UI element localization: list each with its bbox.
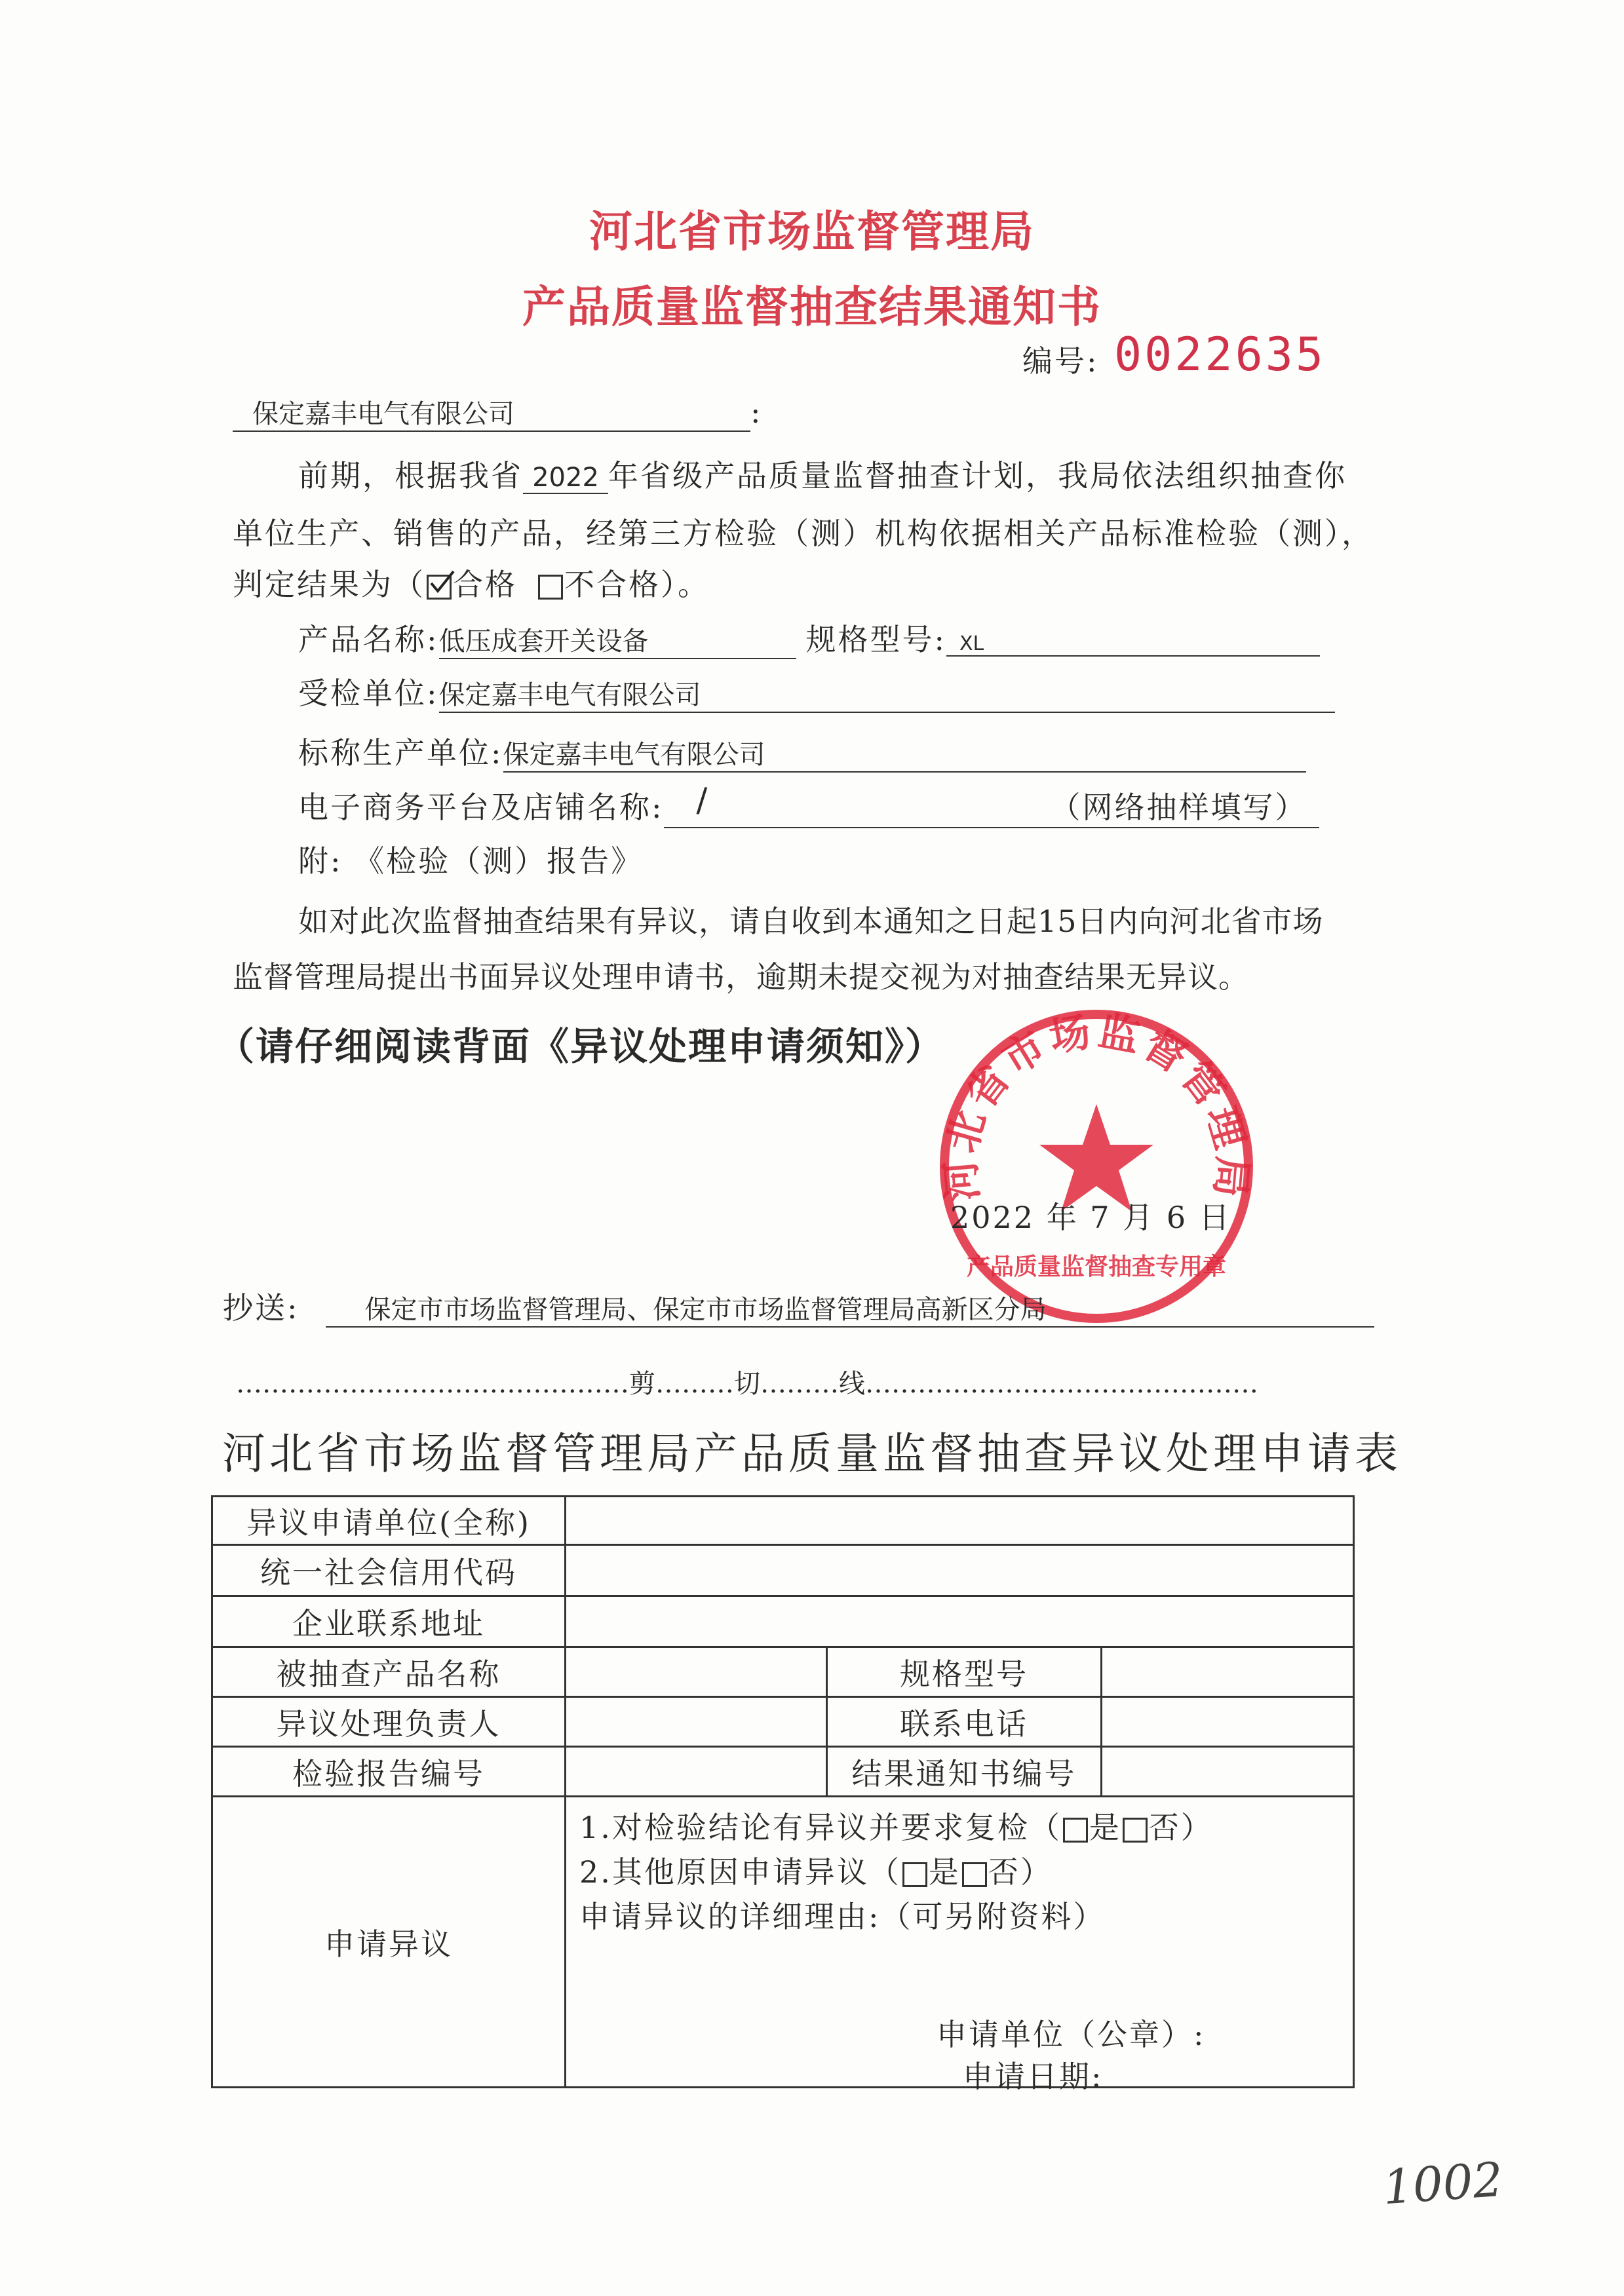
form-field-model[interactable] xyxy=(1102,1647,1354,1697)
form-label-report-no: 检验报告编号 xyxy=(212,1747,566,1797)
check-mark-icon xyxy=(429,570,455,596)
form-field-applicant[interactable] xyxy=(566,1497,1354,1545)
form-label-applicant: 异议申请单位(全称) xyxy=(212,1497,566,1545)
notice-date: 2022 年 7 月 6 日 xyxy=(950,1200,1231,1235)
form-label-responsible: 异议处理负责人 xyxy=(212,1697,566,1747)
form-label-model: 规格型号 xyxy=(827,1647,1102,1697)
form-label-product: 被抽查产品名称 xyxy=(212,1647,566,1697)
inspected-unit-label: 受检单位: xyxy=(298,676,439,711)
unqualified-checkbox xyxy=(538,575,563,600)
objection-item2-close: ） xyxy=(1020,1854,1053,1890)
recheck-no-checkbox[interactable] xyxy=(1123,1818,1148,1843)
table-row xyxy=(212,1545,1354,1596)
recheck-yes-checkbox[interactable] xyxy=(1063,1818,1088,1843)
other-yes-checkbox[interactable] xyxy=(902,1862,927,1887)
qualified-checkbox xyxy=(427,575,452,600)
ecommerce-label: 电子商务平台及店铺名称: xyxy=(298,790,664,825)
recheck-yes-label: 是 xyxy=(1089,1810,1121,1845)
form-objection-cell[interactable] xyxy=(566,1797,1354,2094)
read-back-note: （请仔细阅读背面《异议处理申请须知》） xyxy=(216,1024,945,1069)
form-field-notice-no[interactable] xyxy=(1102,1747,1354,1797)
recipient-colon: : xyxy=(750,394,763,430)
plan-year: 2022 xyxy=(523,463,608,494)
apply-date-label: 申请日期: xyxy=(963,2059,1104,2094)
ecommerce-note: （网络抽样填写） xyxy=(1050,790,1307,825)
other-no-label: 否 xyxy=(988,1854,1020,1890)
form-label-objection: 申请异议 xyxy=(212,1797,566,2088)
notice-title-line2: 产品质量监督抽查结果通知书 xyxy=(522,282,1102,332)
ecommerce-row xyxy=(298,781,1319,828)
objection-item1-close: ） xyxy=(1180,1810,1213,1845)
table-row xyxy=(212,1596,1354,1647)
recipient-line xyxy=(233,393,763,432)
product-name-label: 产品名称: xyxy=(298,622,439,657)
producer-label: 标称生产单位: xyxy=(298,735,503,771)
objection-item2-text: 2.其他原因申请异议（ xyxy=(579,1854,901,1890)
table-row xyxy=(212,1697,1354,1747)
notice-title-line1: 河北省市场监督管理局 xyxy=(589,206,1035,257)
model-value: XL xyxy=(946,632,1320,657)
ecommerce-value: / xyxy=(696,781,708,819)
table-row xyxy=(212,1497,1354,1545)
para1-line2: 单位生产、销售的产品，经第三方检验（测）机构依据相关产品标准检验（测）， xyxy=(233,516,1374,551)
qualified-label: 合格 xyxy=(453,567,517,602)
objection-line1: 如对此次监督抽查结果有异议，请自收到本通知之日起15日内向河北省市场 xyxy=(298,904,1324,939)
producer-row xyxy=(298,726,1306,773)
table-row xyxy=(212,1797,1354,2088)
objection-form-table xyxy=(211,1495,1355,2094)
objection-item2 xyxy=(579,1848,1053,1892)
cut-line: ………………………………………剪………切………线……………………………………… xyxy=(236,1369,1258,1399)
official-seal xyxy=(936,1006,1257,1327)
apply-unit-label: 申请单位（公章）: xyxy=(937,2017,1206,2052)
form-field-phone[interactable] xyxy=(1102,1697,1354,1747)
form-field-report-no[interactable] xyxy=(566,1747,827,1797)
handwritten-page-number: 1002 xyxy=(1381,2151,1505,2215)
form-field-product[interactable] xyxy=(566,1647,827,1697)
serial-label: 编号: xyxy=(1022,343,1099,379)
para1-text-a: 前期，根据我省 xyxy=(298,458,523,493)
other-yes-label: 是 xyxy=(928,1854,961,1890)
table-row xyxy=(212,1747,1354,1797)
form-field-credit-code[interactable] xyxy=(566,1545,1354,1596)
unqualified-label: 不合格 xyxy=(564,567,661,602)
result-close: ）。 xyxy=(661,567,710,602)
objection-item1-text: 1.对检验结论有异议并要求复检（ xyxy=(579,1810,1062,1845)
other-no-checkbox[interactable] xyxy=(962,1862,987,1887)
objection-item1 xyxy=(579,1804,1213,1847)
recipient-name: 保定嘉丰电气有限公司 xyxy=(233,393,750,432)
form-label-credit-code: 统一社会信用代码 xyxy=(212,1545,566,1596)
form-field-responsible[interactable] xyxy=(566,1697,827,1747)
table-row xyxy=(212,1647,1354,1697)
seal-bottom-text: 产品质量监督抽查专用章 xyxy=(966,1253,1227,1280)
seal-ring-text: 河北省市场监督管理局 xyxy=(936,1006,1257,1203)
producer-value: 保定嘉丰电气有限公司 xyxy=(503,726,1306,773)
cc-value: 保定市市场监督管理局、保定市市场监督管理局高新区分局 xyxy=(326,1289,1374,1328)
form-label-address: 企业联系地址 xyxy=(212,1596,566,1647)
para1-line1 xyxy=(298,452,1347,495)
para1-line3 xyxy=(233,561,710,604)
form-field-address[interactable] xyxy=(566,1596,1354,1647)
objection-item3: 申请异议的详细理由:（可另附资料） xyxy=(579,1899,1106,1934)
inspected-unit-value: 保定嘉丰电气有限公司 xyxy=(439,674,1335,713)
ecommerce-field xyxy=(664,781,1319,828)
model-label: 规格型号: xyxy=(805,622,946,657)
cc-row xyxy=(223,1284,1374,1328)
form-label-phone: 联系电话 xyxy=(827,1697,1102,1747)
result-open: 判定结果为（ xyxy=(233,567,425,602)
product-name-value: 低压成套开关设备 xyxy=(439,621,796,659)
recheck-no-label: 否 xyxy=(1148,1810,1181,1845)
para1-text-b: 年省级产品质量监督抽查计划，我局依法组织抽查你 xyxy=(608,458,1347,493)
inspected-unit-row xyxy=(298,670,1335,713)
form-label-notice-no: 结果通知书编号 xyxy=(827,1747,1102,1797)
attachment-line: 附: 《检验（测）报告》 xyxy=(298,843,644,879)
serial-number: 0022635 xyxy=(1114,328,1326,381)
form-title: 河北省市场监督管理局产品质量监督抽查异议处理申请表 xyxy=(222,1428,1402,1479)
product-name-row xyxy=(298,616,1320,659)
cc-label: 抄送: xyxy=(223,1290,300,1326)
objection-line2: 监督管理局提出书面异议处理申请书，逾期未提交视为对抽查结果无异议。 xyxy=(233,959,1249,995)
